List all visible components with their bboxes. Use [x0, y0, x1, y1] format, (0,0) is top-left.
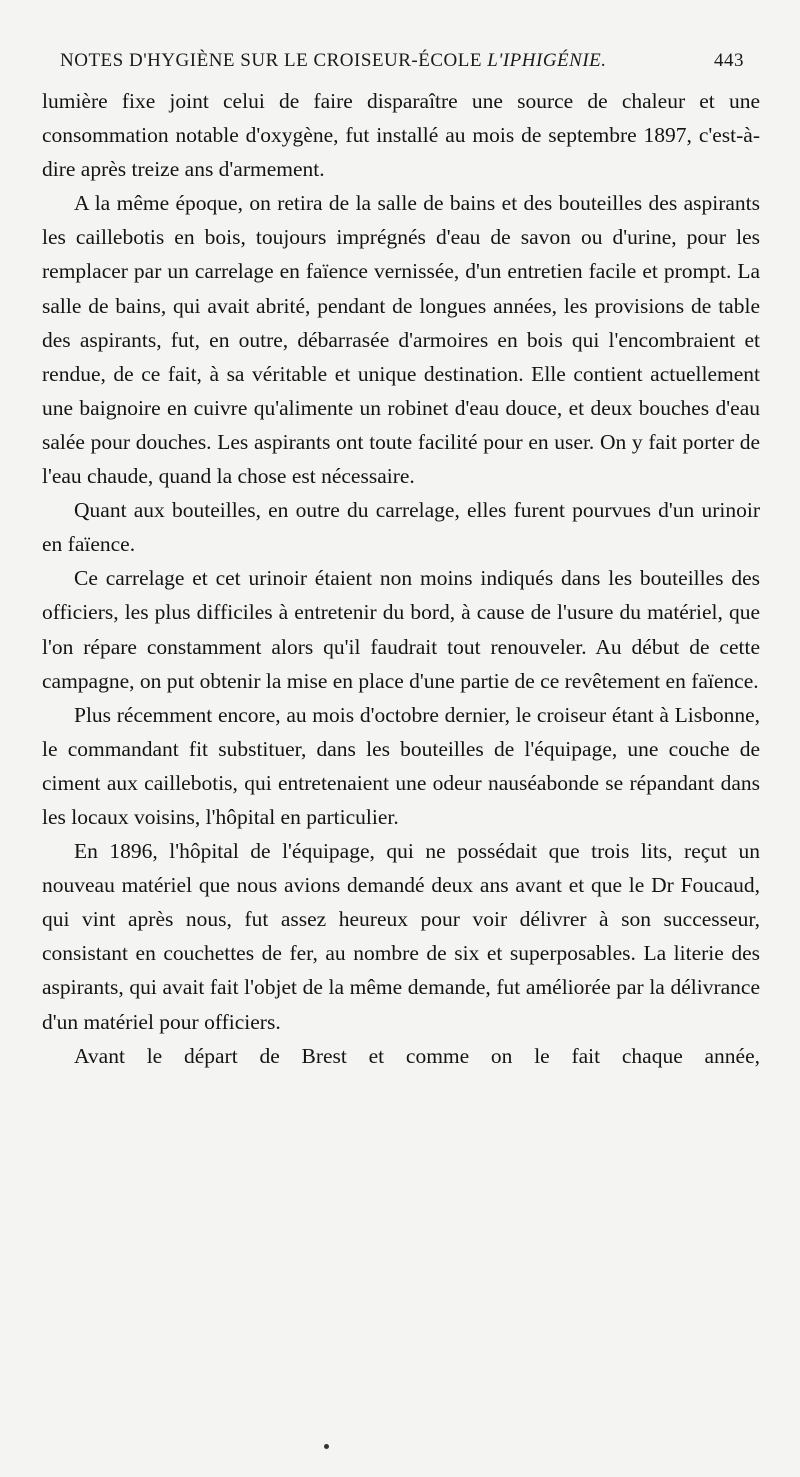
paragraph-7: Avant le départ de Brest et comme on le fait chaque année, [74, 1043, 760, 1068]
running-head-title-roman: NOTES D'HYGIÈNE SUR LE CROISEUR-ÉCOLE [60, 50, 488, 71]
running-head-title-italic: L'IPHIGÉNIE. [487, 50, 607, 71]
paragraph-3: Quant aux bouteilles, en outre du carrelage, elles furent pourvues d'un urinoir en faïence. [42, 498, 760, 557]
page-number: 443 [714, 50, 744, 71]
paragraph-4: Ce carrelage et cet urinoir étaient non moins indiqués dans les bouteilles des officiers, les plus difficiles à entretenir du bord, à cause de l'usure du matériel, que l'on répare constamment alors qu'il faudrait tout renouveler. Au début de cette campagne, on put obtenir la mise en place d'une partie de ce revêtement en faïence. [42, 566, 760, 693]
paragraph-6: En 1896, l'hôpital de l'équipage, qui ne possédait que trois lits, reçut un nouveau matériel que nous avions demandé deux ans avant et que le Dr Foucaud, qui vint après nous, fut assez heureux pour voir délivrer à son successeur, consistant en couchettes de fer, au nombre de six et superposables. La literie des aspirants, qui avait fait l'objet de la même demande, fut améliorée par la délivrance d'un matériel pour officiers. [42, 839, 760, 1034]
body-text [42, 84, 760, 1073]
paragraph-1: lumière fixe joint celui de faire disparaître une source de chaleur et une consommation notable d'oxygène, fut installé au mois de septembre 1897, c'est-à-dire après treize ans d'armement. [42, 89, 760, 182]
ink-speck [324, 1444, 329, 1449]
paragraph-2: A la même époque, on retira de la salle de bains et des bouteilles des aspirants les caillebotis en bois, toujours imprégnés d'eau de savon ou d'urine, pour les remplacer par un carrelage en faïence vernissée, d'un entretien facile et prompt. La salle de bains, qui avait abrité, pendant de longues années, les provisions de table des aspirants, fut, en outre, débarrasée d'armoires en bois qui l'encombraient et rendue, de ce fait, à sa véritable et unique destination. Elle contient actuellement une baignoire en cuivre qu'alimente un robinet d'eau douce, et deux bouches d'eau salée pour douches. Les aspirants ont toute facilité pour en user. On y fait porter de l'eau chaude, quand la chose est nécessaire. [42, 191, 760, 489]
running-head-title [60, 50, 607, 72]
paragraph-5: Plus récemment encore, au mois d'octobre dernier, le croiseur étant à Lisbonne, le commandant fit substituer, dans les bouteilles de l'équipage, une couche de ciment aux caillebotis, qui entretenaient une odeur nauséabonde se répandant dans les locaux voisins, l'hôpital en particulier. [42, 702, 760, 829]
running-head [60, 50, 744, 80]
